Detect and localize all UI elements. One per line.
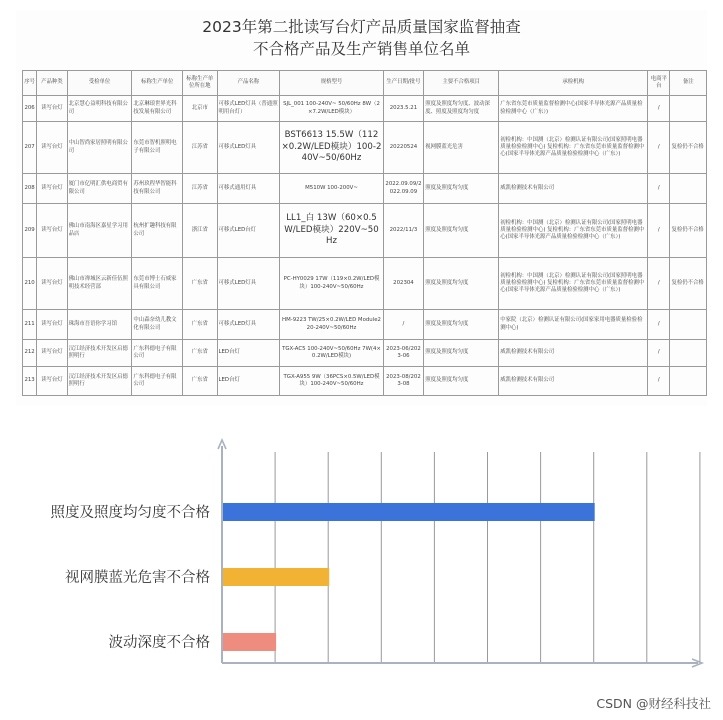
- table-row: [23, 204, 707, 258]
- cell-no: 208: [23, 174, 37, 204]
- cell-name: 可移式LED灯具: [217, 122, 280, 174]
- cell-name: 可移式通用灯具: [217, 174, 280, 204]
- cell-agency: 威凯检测技术有限公司: [499, 340, 648, 367]
- cell-name: LED台灯: [217, 367, 280, 396]
- cell-place: 江苏省: [183, 174, 217, 204]
- cell-date: 2022/11/3: [383, 204, 424, 258]
- chart-axes: [218, 440, 702, 667]
- header-platform: 电商平台: [648, 71, 670, 96]
- category-label: 视网膜蓝光危害不合格: [65, 570, 210, 586]
- cell-inspected: 佛山市禅城区云新佳伍照明技术经营部: [67, 258, 132, 310]
- cell-place: 江苏省: [183, 122, 217, 174]
- cell-remark: 复检仍不合格: [670, 258, 707, 310]
- cell-item: 照度及照度均匀度: [424, 204, 499, 258]
- cell-item: 照度及照度均匀度: [424, 174, 499, 204]
- cell-date: 2023-06/2023-06: [383, 340, 424, 367]
- cell-remark: 复检仍不合格: [670, 204, 707, 258]
- cell-spec: TGX-A955 9W（36PCS×0.5W/LED模块）100-240V~50/60Hz: [280, 367, 383, 396]
- cell-inspected: 厦门市亿明汇供电商贸有限公司: [67, 174, 132, 204]
- cell-producer: 广东科德电子有限公司: [132, 340, 183, 367]
- header-remark: 备注: [670, 71, 707, 96]
- cell-producer: 杭州扩趣科技有限公司: [132, 204, 183, 258]
- table-header-row: [23, 71, 707, 96]
- cell-inspected: 珠海市吾语你学习馆: [67, 310, 132, 340]
- cell-producer: 中山森奈幼儿教文化有限公司: [132, 310, 183, 340]
- cell-agency: 中家院（北京）检测认证有限公司(国家家用电器质量检验检测中心): [499, 310, 648, 340]
- cell-remark: [670, 174, 707, 204]
- cell-platform: /: [648, 122, 670, 174]
- header-type: 产品种类: [37, 71, 67, 96]
- chart-bars: [223, 503, 595, 651]
- header-inspected: 受检单位: [67, 71, 132, 96]
- header-no: 序号: [23, 71, 37, 96]
- cell-item: 照度及照度均匀度: [424, 340, 499, 367]
- title-line-2: 不合格产品及生产销售单位名单: [252, 40, 470, 58]
- cell-platform: /: [648, 310, 670, 340]
- cell-spec: SJL_001 100-240V~ 50/60Hz 8W（2×7.2W/LED模块）: [280, 96, 383, 122]
- cell-agency: 初检机构：中国测（北京）检测认证有限公司(国家照明电器质量检验检测中心) 复检机构：广东省东莞市质量监督检测中心(国家半导体光源产品质量检验检测中心（广东）): [499, 122, 648, 174]
- cell-inspected: 汉江经济技术开发区启德照明行: [67, 367, 132, 396]
- cell-type: 读写台灯: [37, 367, 67, 396]
- cell-no: 209: [23, 204, 37, 258]
- cell-name: 可移式LED灯具: [217, 258, 280, 310]
- table-row: [23, 310, 707, 340]
- cell-spec: BST6613 15.5W（112×0.2W/LED模块）100-240V~50/60Hz: [280, 122, 383, 174]
- cell-type: 读写台灯: [37, 340, 67, 367]
- failure-bar-chart: [0, 420, 723, 690]
- cell-remark: [670, 310, 707, 340]
- bar-2: [223, 568, 329, 586]
- cell-inspected: 中山智尚家居照明有限公司: [67, 122, 132, 174]
- cell-no: 212: [23, 340, 37, 367]
- header-name: 产品名称: [217, 71, 280, 96]
- table-row: [23, 367, 707, 396]
- cell-date: 20220524: [383, 122, 424, 174]
- table-row: [23, 122, 707, 174]
- cell-name: 可移式LED灯具: [217, 310, 280, 340]
- cell-remark: [670, 96, 707, 122]
- cell-producer: 广东科德电子有限公司: [132, 367, 183, 396]
- header-spec: 规格型号: [280, 71, 383, 96]
- cell-no: 207: [23, 122, 37, 174]
- table-row: [23, 340, 707, 367]
- cell-inspected: 北京慧心益明科技有限公司: [67, 96, 132, 122]
- chart-gridlines: [275, 452, 700, 663]
- cell-agency: 威凯检测技术有限公司: [499, 174, 648, 204]
- header-agency: 承检机构: [499, 71, 648, 96]
- table-row: [23, 96, 707, 122]
- cell-platform: /: [648, 204, 670, 258]
- cell-item: 照度及照度均匀度: [424, 310, 499, 340]
- cell-producer: 东莞市博士石威家具有限公司: [132, 258, 183, 310]
- cell-platform: /: [648, 96, 670, 122]
- cell-place: 广东省: [183, 340, 217, 367]
- cell-date: 2023-08/2023-08: [383, 367, 424, 396]
- product-table: [22, 70, 707, 396]
- document-title: [16, 16, 707, 60]
- cell-agency: 威凯检测技术有限公司: [499, 367, 648, 396]
- watermark-text: CSDN @财经科技社: [596, 696, 711, 711]
- header-place: 标称生产单位所在地: [183, 71, 217, 96]
- cell-place: 浙江省: [183, 204, 217, 258]
- cell-agency: 广东省东莞市质量监督检测中心(国家半导体光源产品质量检验检测中心（广东）): [499, 96, 648, 122]
- cell-producer: 东莞市智机照明电子有限公司: [132, 122, 183, 174]
- cell-spec: TGX-AC5 100-240V~50/60Hz 7W(4×0.2W/LED模块): [280, 340, 383, 367]
- cell-no: 213: [23, 367, 37, 396]
- cell-item: 照度及照度均匀度: [424, 258, 499, 310]
- cell-place: 广东省: [183, 367, 217, 396]
- cell-type: 读写台灯: [37, 122, 67, 174]
- cell-date: 2022.09.09/2022.09.09: [383, 174, 424, 204]
- cell-type: 读写台灯: [37, 96, 67, 122]
- cell-producer: 北京琳琅世界光科技发展有限公司: [132, 96, 183, 122]
- document-panel: [16, 10, 707, 406]
- cell-type: 读写台灯: [37, 258, 67, 310]
- cell-type: 读写台灯: [37, 310, 67, 340]
- chart-category-labels: [51, 503, 211, 651]
- cell-no: 206: [23, 96, 37, 122]
- cell-platform: /: [648, 340, 670, 367]
- cell-name: LED台灯: [217, 340, 280, 367]
- cell-item: 照度及照度均匀度: [424, 367, 499, 396]
- cell-date: /: [383, 310, 424, 340]
- cell-platform: /: [648, 258, 670, 310]
- title-line-1: 2023年第二批读写台灯产品质量国家监督抽查: [202, 18, 521, 36]
- cell-date: 2023.5.21: [383, 96, 424, 122]
- cell-place: 北京市: [183, 96, 217, 122]
- cell-item: 照度及照度均匀度、波动深度、照度及照度均匀度: [424, 96, 499, 122]
- category-label: 照度及照度均匀度不合格: [50, 505, 210, 521]
- bar-1: [223, 503, 595, 521]
- cell-inspected: 汉江经济技术开发区启德照明行: [67, 340, 132, 367]
- cell-place: 广东省: [183, 310, 217, 340]
- cell-platform: /: [648, 367, 670, 396]
- header-producer: 标称生产单位: [132, 71, 183, 96]
- cell-producer: 苏州玖程华智能科技有限公司: [132, 174, 183, 204]
- cell-type: 读写台灯: [37, 204, 67, 258]
- cell-spec: M510W 100-200V~: [280, 174, 383, 204]
- cell-spec: HM-9223 TW/25×0.2W/LED Module220-240V~50/60Hz: [280, 310, 383, 340]
- category-label: 波动深度不合格: [108, 635, 210, 651]
- cell-agency: 初检机构：中国测（北京）检测认证有限公司(国家照明电器质量检验检测中心) 复检机构：广东省东莞市质量监督检测中心(国家半导体光源产品质量检验检测中心（广东）): [499, 204, 648, 258]
- table-row: [23, 258, 707, 310]
- cell-type: 读写台灯: [37, 174, 67, 204]
- cell-place: 广东省: [183, 258, 217, 310]
- cell-name: 可移式LED灯具（普通照明用台灯）: [217, 96, 280, 122]
- header-date: 生产日期/批号: [383, 71, 424, 96]
- cell-spec: LL1_白 13W（60×0.5W/LED模块）220V~50Hz: [280, 204, 383, 258]
- cell-remark: [670, 340, 707, 367]
- table-row: [23, 174, 707, 204]
- cell-item: 视网膜蓝光危害: [424, 122, 499, 174]
- cell-spec: PC-HY0029 17W（119×0.2W/LED模块）100-240V~50/60Hz: [280, 258, 383, 310]
- cell-remark: 复检仍不合格: [670, 122, 707, 174]
- cell-no: 210: [23, 258, 37, 310]
- cell-date: 202304: [383, 258, 424, 310]
- cell-no: 211: [23, 310, 37, 340]
- cell-platform: /: [648, 174, 670, 204]
- cell-remark: [670, 367, 707, 396]
- cell-agency: 初检机构：中国测（北京）检测认证有限公司(国家照明电器质量检验检测中心) 复检机构：广东省东莞市质量监督检测中心(国家半导体光源产品质量检验检测中心（广东）): [499, 258, 648, 310]
- cell-inspected: 佛山市南海区嘉星学习用品店: [67, 204, 132, 258]
- cell-name: 可移式LED台灯: [217, 204, 280, 258]
- bar-3: [223, 633, 276, 651]
- header-item: 主要不合格项目: [424, 71, 499, 96]
